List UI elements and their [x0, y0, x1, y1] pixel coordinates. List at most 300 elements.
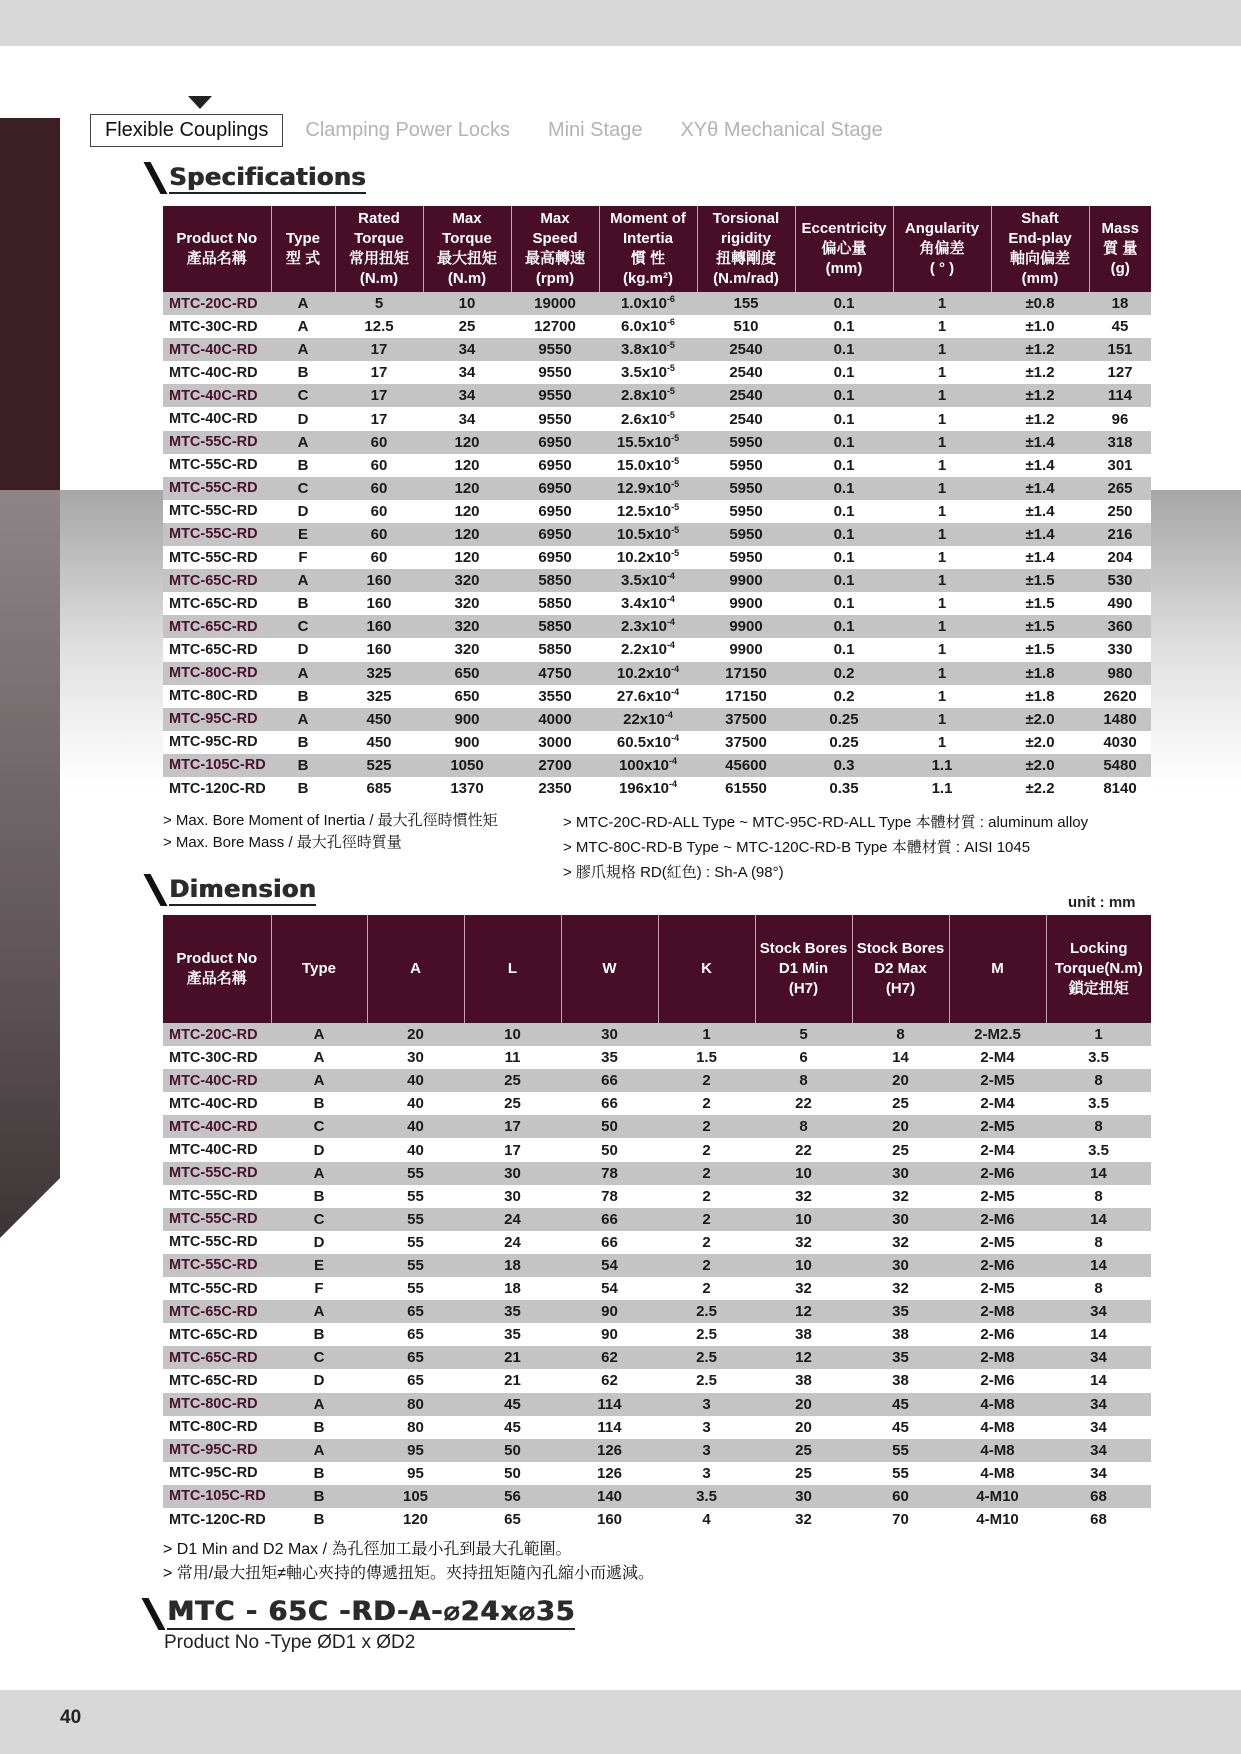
table-cell: 5850 — [511, 569, 599, 592]
dimension-title: Dimension — [169, 875, 316, 906]
table-cell: 360 — [1089, 615, 1151, 638]
dim-header-line: 鎖定扭矩 — [1068, 980, 1129, 997]
product-no-cell: MTC-80C-RD — [163, 1393, 271, 1416]
table-row — [163, 384, 1151, 407]
table-cell: A — [271, 431, 335, 454]
spec-header-row — [163, 206, 1151, 292]
table-cell: ±1.5 — [991, 592, 1089, 615]
table-cell: 78 — [561, 1185, 658, 1208]
product-no-cell: MTC-80C-RD — [163, 662, 271, 685]
table-cell: 50 — [464, 1439, 561, 1462]
spec-header-line: Eccentricity — [801, 220, 887, 237]
table-cell: 8 — [1046, 1277, 1151, 1300]
product-no-cell: MTC-30C-RD — [163, 315, 271, 338]
table-cell: 0.1 — [795, 292, 893, 315]
table-cell: 2700 — [511, 754, 599, 777]
specifications-heading — [152, 160, 366, 194]
inertia-exponent: -4 — [669, 755, 678, 766]
table-cell: 2-M5 — [949, 1231, 1046, 1254]
inertia-mantissa: 10.2x10 — [616, 664, 672, 682]
table-row — [163, 1277, 1151, 1300]
table-cell: D — [271, 1369, 367, 1392]
table-cell: 14 — [1046, 1208, 1151, 1231]
table-cell: 0.1 — [795, 569, 893, 592]
product-no-cell: MTC-95C-RD — [163, 731, 271, 754]
product-no-cell: MTC-55C-RD — [163, 454, 271, 477]
table-cell: ±1.4 — [991, 431, 1089, 454]
table-cell: 2 — [658, 1231, 755, 1254]
spec-header-4 — [511, 206, 599, 292]
inertia-exponent: -4 — [671, 663, 680, 674]
dim-header-line: Locking — [1069, 940, 1128, 957]
table-cell: B — [271, 754, 335, 777]
order-code-legend: Product No -Type ØD1 x ØD2 — [164, 1632, 416, 1653]
inertia-exponent: -5 — [671, 548, 680, 559]
table-cell: 50 — [561, 1138, 658, 1161]
table-cell: C — [271, 477, 335, 500]
inertia-exponent: -4 — [666, 617, 675, 628]
table-cell: C — [271, 384, 335, 407]
inertia-exponent: -5 — [666, 386, 675, 397]
spec-header-line: 最高轉速 — [524, 250, 585, 267]
table-cell: 60 — [335, 431, 423, 454]
table-cell: 2-M4 — [949, 1046, 1046, 1069]
tab-xy-mechanical-stage[interactable]: XYθ Mechanical Stage — [680, 119, 883, 141]
table-cell: 25 — [464, 1092, 561, 1115]
table-row — [163, 407, 1151, 430]
table-cell: 10 — [464, 1023, 561, 1046]
table-cell: 55 — [852, 1462, 949, 1485]
table-cell: 1 — [1046, 1023, 1151, 1046]
dim-header-line: D1 Min — [778, 960, 829, 977]
table-cell: 40 — [367, 1115, 464, 1138]
table-cell: ±1.4 — [991, 500, 1089, 523]
table-cell: 62 — [561, 1369, 658, 1392]
table-cell: 60 — [335, 500, 423, 523]
table-cell: 126 — [561, 1462, 658, 1485]
inertia-exponent: -5 — [671, 455, 680, 466]
table-cell: 25 — [755, 1462, 852, 1485]
table-cell: 34 — [1046, 1346, 1151, 1369]
table-cell: 980 — [1089, 662, 1151, 685]
table-cell: 6950 — [511, 546, 599, 569]
table-row — [163, 1393, 1151, 1416]
product-no-cell: MTC-55C-RD — [163, 1277, 271, 1300]
table-row — [163, 1462, 1151, 1485]
table-cell: 4030 — [1089, 731, 1151, 754]
table-cell: A — [271, 662, 335, 685]
table-cell: D — [271, 407, 335, 430]
table-cell: 120 — [423, 431, 511, 454]
dimension-table — [163, 915, 1151, 1531]
dim-header-line: 產品名稱 — [186, 970, 247, 987]
tab-mini-stage[interactable]: Mini Stage — [547, 119, 643, 141]
table-row — [163, 615, 1151, 638]
table-cell: 17 — [335, 361, 423, 384]
table-cell: ±1.2 — [991, 407, 1089, 430]
table-cell: 2-M8 — [949, 1346, 1046, 1369]
spec-header-line: (mm) — [1021, 270, 1059, 287]
table-cell: 525 — [335, 754, 423, 777]
inertia-exponent: -5 — [666, 363, 675, 374]
inertia-mantissa: 15.0x10 — [616, 456, 672, 474]
inertia-mantissa: 2.2x10 — [621, 641, 667, 659]
table-cell: 1 — [893, 500, 991, 523]
table-cell: 38 — [755, 1323, 852, 1346]
table-cell: 37500 — [697, 708, 795, 731]
table-cell: 45600 — [697, 754, 795, 777]
table-row — [163, 1138, 1151, 1161]
table-cell: 0.1 — [795, 384, 893, 407]
product-no-cell: MTC-65C-RD — [163, 1369, 271, 1392]
table-cell: 3 — [658, 1416, 755, 1439]
table-cell: C — [271, 1208, 367, 1231]
table-cell: A — [271, 569, 335, 592]
table-cell: 14 — [1046, 1162, 1151, 1185]
spec-header-line: Intertia — [622, 230, 673, 247]
table-cell: 37500 — [697, 731, 795, 754]
note-bore-inertia: > Max. Bore Moment of Inertia / 最大孔徑時慣性矩 — [163, 812, 498, 829]
table-cell: 35 — [852, 1300, 949, 1323]
product-no-cell: MTC-65C-RD — [163, 592, 271, 615]
table-cell: B — [271, 1485, 367, 1508]
table-cell: 17 — [335, 407, 423, 430]
product-no-cell: MTC-40C-RD — [163, 1138, 271, 1161]
table-cell: 17150 — [697, 662, 795, 685]
table-cell: 4-M8 — [949, 1439, 1046, 1462]
inertia-mantissa: 2.8x10 — [621, 387, 667, 405]
table-row — [163, 546, 1151, 569]
product-no-cell: MTC-40C-RD — [163, 1092, 271, 1115]
table-cell: 70 — [852, 1508, 949, 1531]
table-cell: 9900 — [697, 569, 795, 592]
table-cell: 5850 — [511, 592, 599, 615]
spec-header-line: Torque — [354, 230, 404, 247]
dim-header-0 — [163, 915, 271, 1023]
table-cell: 2.5 — [658, 1300, 755, 1323]
table-cell: 45 — [1089, 315, 1151, 338]
note-bore-mass: > Max. Bore Mass / 最大孔徑時質量 — [163, 834, 402, 851]
spec-header-0 — [163, 206, 271, 292]
table-cell: 35 — [561, 1046, 658, 1069]
table-cell: 3.5 — [658, 1485, 755, 1508]
table-cell: 5950 — [697, 477, 795, 500]
table-cell: 25 — [852, 1138, 949, 1161]
inertia-exponent: -5 — [666, 409, 675, 420]
table-cell: D — [271, 638, 335, 661]
spec-header-line: 最大扭矩 — [436, 250, 497, 267]
dim-header-line: M — [991, 960, 1004, 977]
inertia-cell — [599, 338, 697, 361]
table-cell: 55 — [367, 1254, 464, 1277]
table-cell: ±2.0 — [991, 708, 1089, 731]
product-no-cell: MTC-40C-RD — [163, 338, 271, 361]
category-tabs — [90, 114, 921, 147]
table-cell: 10 — [755, 1254, 852, 1277]
table-cell: 2 — [658, 1069, 755, 1092]
table-cell: A — [271, 708, 335, 731]
table-cell: 250 — [1089, 500, 1151, 523]
table-cell: ±1.4 — [991, 546, 1089, 569]
table-cell: 17 — [464, 1115, 561, 1138]
table-cell: B — [271, 1323, 367, 1346]
table-cell: D — [271, 1138, 367, 1161]
table-cell: 0.1 — [795, 615, 893, 638]
table-cell: 65 — [367, 1300, 464, 1323]
table-row — [163, 338, 1151, 361]
table-cell: 55 — [852, 1439, 949, 1462]
table-row — [163, 662, 1151, 685]
product-no-cell: MTC-40C-RD — [163, 407, 271, 430]
dim-header-line: (H7) — [788, 980, 819, 997]
inertia-cell — [599, 361, 697, 384]
table-cell: ±1.2 — [991, 384, 1089, 407]
table-cell: A — [271, 292, 335, 315]
inertia-cell — [599, 500, 697, 523]
table-cell: 50 — [464, 1462, 561, 1485]
table-cell: 55 — [367, 1208, 464, 1231]
spec-header-6 — [697, 206, 795, 292]
table-cell: B — [271, 1462, 367, 1485]
table-cell: 45 — [464, 1393, 561, 1416]
table-cell: 25 — [852, 1092, 949, 1115]
table-cell: 11 — [464, 1046, 561, 1069]
table-cell: 6950 — [511, 500, 599, 523]
inertia-mantissa: 60.5x10 — [616, 733, 672, 751]
table-cell: ±1.2 — [991, 361, 1089, 384]
table-cell: 2-M6 — [949, 1208, 1046, 1231]
table-cell: 40 — [367, 1138, 464, 1161]
table-cell: 19000 — [511, 292, 599, 315]
table-cell: 204 — [1089, 546, 1151, 569]
table-cell: 61550 — [697, 777, 795, 800]
table-cell: 5850 — [511, 638, 599, 661]
dim-header-3 — [464, 915, 561, 1023]
table-cell: 9550 — [511, 361, 599, 384]
table-cell: C — [271, 1346, 367, 1369]
table-cell: 114 — [561, 1416, 658, 1439]
table-cell: 55 — [367, 1185, 464, 1208]
spec-notes-right — [563, 810, 1088, 885]
table-cell: 330 — [1089, 638, 1151, 661]
dim-header-5 — [658, 915, 755, 1023]
table-cell: B — [271, 592, 335, 615]
table-cell: 2-M4 — [949, 1092, 1046, 1115]
table-cell: ±1.0 — [991, 315, 1089, 338]
inertia-mantissa: 3.5x10 — [621, 572, 667, 590]
table-cell: 0.1 — [795, 477, 893, 500]
table-cell: 18 — [1089, 292, 1151, 315]
spec-header-2 — [335, 206, 423, 292]
table-cell: 0.2 — [795, 662, 893, 685]
table-cell: 3550 — [511, 685, 599, 708]
inertia-cell — [599, 685, 697, 708]
table-cell: B — [271, 1092, 367, 1115]
table-cell: ±1.4 — [991, 477, 1089, 500]
table-cell: 265 — [1089, 477, 1151, 500]
dim-header-6 — [755, 915, 852, 1023]
table-cell: D — [271, 500, 335, 523]
table-row — [163, 477, 1151, 500]
table-cell: 1 — [893, 592, 991, 615]
table-cell: B — [271, 731, 335, 754]
table-cell: 22 — [755, 1092, 852, 1115]
table-cell: 34 — [423, 338, 511, 361]
spec-header-line: Product No — [176, 230, 258, 247]
dim-header-line: Type — [302, 960, 336, 977]
table-cell: ±1.2 — [991, 338, 1089, 361]
table-cell: 68 — [1046, 1485, 1151, 1508]
table-cell: 66 — [561, 1208, 658, 1231]
table-cell: 12700 — [511, 315, 599, 338]
table-cell: F — [271, 546, 335, 569]
table-cell: 62 — [561, 1346, 658, 1369]
table-cell: 1.1 — [893, 777, 991, 800]
table-cell: 3 — [658, 1393, 755, 1416]
product-no-cell: MTC-95C-RD — [163, 708, 271, 731]
inertia-exponent: -5 — [671, 478, 680, 489]
spec-header-line: Torque — [442, 230, 492, 247]
table-cell: 1 — [893, 685, 991, 708]
dim-header-line: Torque(N.m) — [1054, 960, 1143, 977]
dim-header-line: L — [507, 960, 518, 977]
table-cell: 320 — [423, 592, 511, 615]
table-cell: 2.5 — [658, 1369, 755, 1392]
spec-header-line: Speed — [532, 230, 578, 247]
table-cell: 2-M2.5 — [949, 1023, 1046, 1046]
table-cell: 60 — [852, 1485, 949, 1508]
order-code-example: MTC - 65C -RD-A-⌀24x⌀35 — [167, 1596, 575, 1630]
table-row — [163, 361, 1151, 384]
table-cell: 4-M8 — [949, 1416, 1046, 1439]
table-cell: 32 — [755, 1508, 852, 1531]
product-no-cell: MTC-120C-RD — [163, 1508, 271, 1531]
table-cell: A — [271, 1300, 367, 1323]
slash-icon — [143, 162, 167, 194]
table-cell: 160 — [335, 569, 423, 592]
table-cell: 1 — [893, 431, 991, 454]
table-row — [163, 1508, 1151, 1531]
table-cell: 1 — [893, 731, 991, 754]
table-cell: 1 — [658, 1023, 755, 1046]
order-code-heading — [150, 1596, 575, 1630]
table-row — [163, 708, 1151, 731]
inertia-exponent: -4 — [671, 686, 680, 697]
table-cell: 1 — [893, 454, 991, 477]
inertia-exponent: -4 — [666, 594, 675, 605]
table-row — [163, 1485, 1151, 1508]
table-cell: 510 — [697, 315, 795, 338]
table-row — [163, 1208, 1151, 1231]
table-cell: 20 — [852, 1069, 949, 1092]
slash-icon — [141, 1598, 165, 1630]
inertia-exponent: -4 — [664, 709, 673, 720]
table-row — [163, 1231, 1151, 1254]
table-cell: 10 — [755, 1208, 852, 1231]
table-cell: 14 — [1046, 1254, 1151, 1277]
table-cell: 0.1 — [795, 361, 893, 384]
inertia-exponent: -4 — [671, 732, 680, 743]
spec-header-line: 扭轉剛度 — [715, 250, 776, 267]
inertia-cell — [599, 708, 697, 731]
table-cell: C — [271, 615, 335, 638]
table-cell: 5950 — [697, 454, 795, 477]
table-cell: 2 — [658, 1092, 755, 1115]
product-no-cell: MTC-30C-RD — [163, 1046, 271, 1069]
table-cell: 78 — [561, 1162, 658, 1185]
table-cell: 2540 — [697, 384, 795, 407]
table-cell: 5480 — [1089, 754, 1151, 777]
product-no-cell: MTC-55C-RD — [163, 477, 271, 500]
table-cell: 0.1 — [795, 407, 893, 430]
table-cell: 34 — [1046, 1439, 1151, 1462]
spec-header-line: 產品名稱 — [186, 250, 247, 267]
note-aisi: > MTC-80C-RD-B Type ~ MTC-120C-RD-B Type 本體材質 : AISI 1045 — [563, 839, 1031, 856]
inertia-cell — [599, 315, 697, 338]
product-no-cell: MTC-55C-RD — [163, 1185, 271, 1208]
table-cell: 34 — [423, 384, 511, 407]
table-cell: ±2.0 — [991, 754, 1089, 777]
table-cell: B — [271, 1416, 367, 1439]
tab-flexible-couplings[interactable]: Flexible Couplings — [90, 114, 283, 147]
table-cell: 34 — [1046, 1393, 1151, 1416]
table-cell: 1 — [893, 523, 991, 546]
spec-header-line: Moment of — [610, 210, 686, 227]
spec-header-8 — [893, 206, 991, 292]
table-cell: E — [271, 523, 335, 546]
table-cell: 1 — [893, 477, 991, 500]
table-row — [163, 1023, 1151, 1046]
table-cell: 24 — [464, 1231, 561, 1254]
product-no-cell: MTC-55C-RD — [163, 1231, 271, 1254]
table-cell: 1 — [893, 708, 991, 731]
table-cell: 5850 — [511, 615, 599, 638]
table-cell: 2540 — [697, 407, 795, 430]
table-cell: 3 — [658, 1462, 755, 1485]
table-cell: 318 — [1089, 431, 1151, 454]
spec-header-line: (N.m) — [359, 270, 399, 287]
table-cell: 0.1 — [795, 592, 893, 615]
table-cell: 54 — [561, 1277, 658, 1300]
inertia-exponent: -5 — [671, 432, 680, 443]
table-cell: 1 — [893, 315, 991, 338]
table-cell: 35 — [464, 1323, 561, 1346]
table-cell: 65 — [367, 1346, 464, 1369]
table-cell: ±1.5 — [991, 569, 1089, 592]
product-no-cell: MTC-55C-RD — [163, 500, 271, 523]
table-cell: B — [271, 1508, 367, 1531]
table-cell: 45 — [464, 1416, 561, 1439]
table-cell: 30 — [561, 1023, 658, 1046]
table-cell: 120 — [423, 546, 511, 569]
spec-header-line: (kg.m²) — [623, 270, 673, 287]
dim-header-2 — [367, 915, 464, 1023]
spec-header-line: rigidity — [720, 230, 771, 247]
tab-clamping-power-locks[interactable]: Clamping Power Locks — [305, 119, 510, 141]
table-cell: 60 — [335, 454, 423, 477]
spec-header-line: 慣 性 — [630, 250, 666, 267]
table-cell: 320 — [423, 615, 511, 638]
spec-header-line: 偏心量 — [821, 240, 867, 257]
table-cell: 50 — [561, 1115, 658, 1138]
unit-label: unit : mm — [1068, 894, 1136, 911]
table-cell: 32 — [755, 1231, 852, 1254]
table-row — [163, 523, 1151, 546]
table-cell: F — [271, 1277, 367, 1300]
dim-header-7 — [852, 915, 949, 1023]
table-cell: 54 — [561, 1254, 658, 1277]
table-row — [163, 592, 1151, 615]
